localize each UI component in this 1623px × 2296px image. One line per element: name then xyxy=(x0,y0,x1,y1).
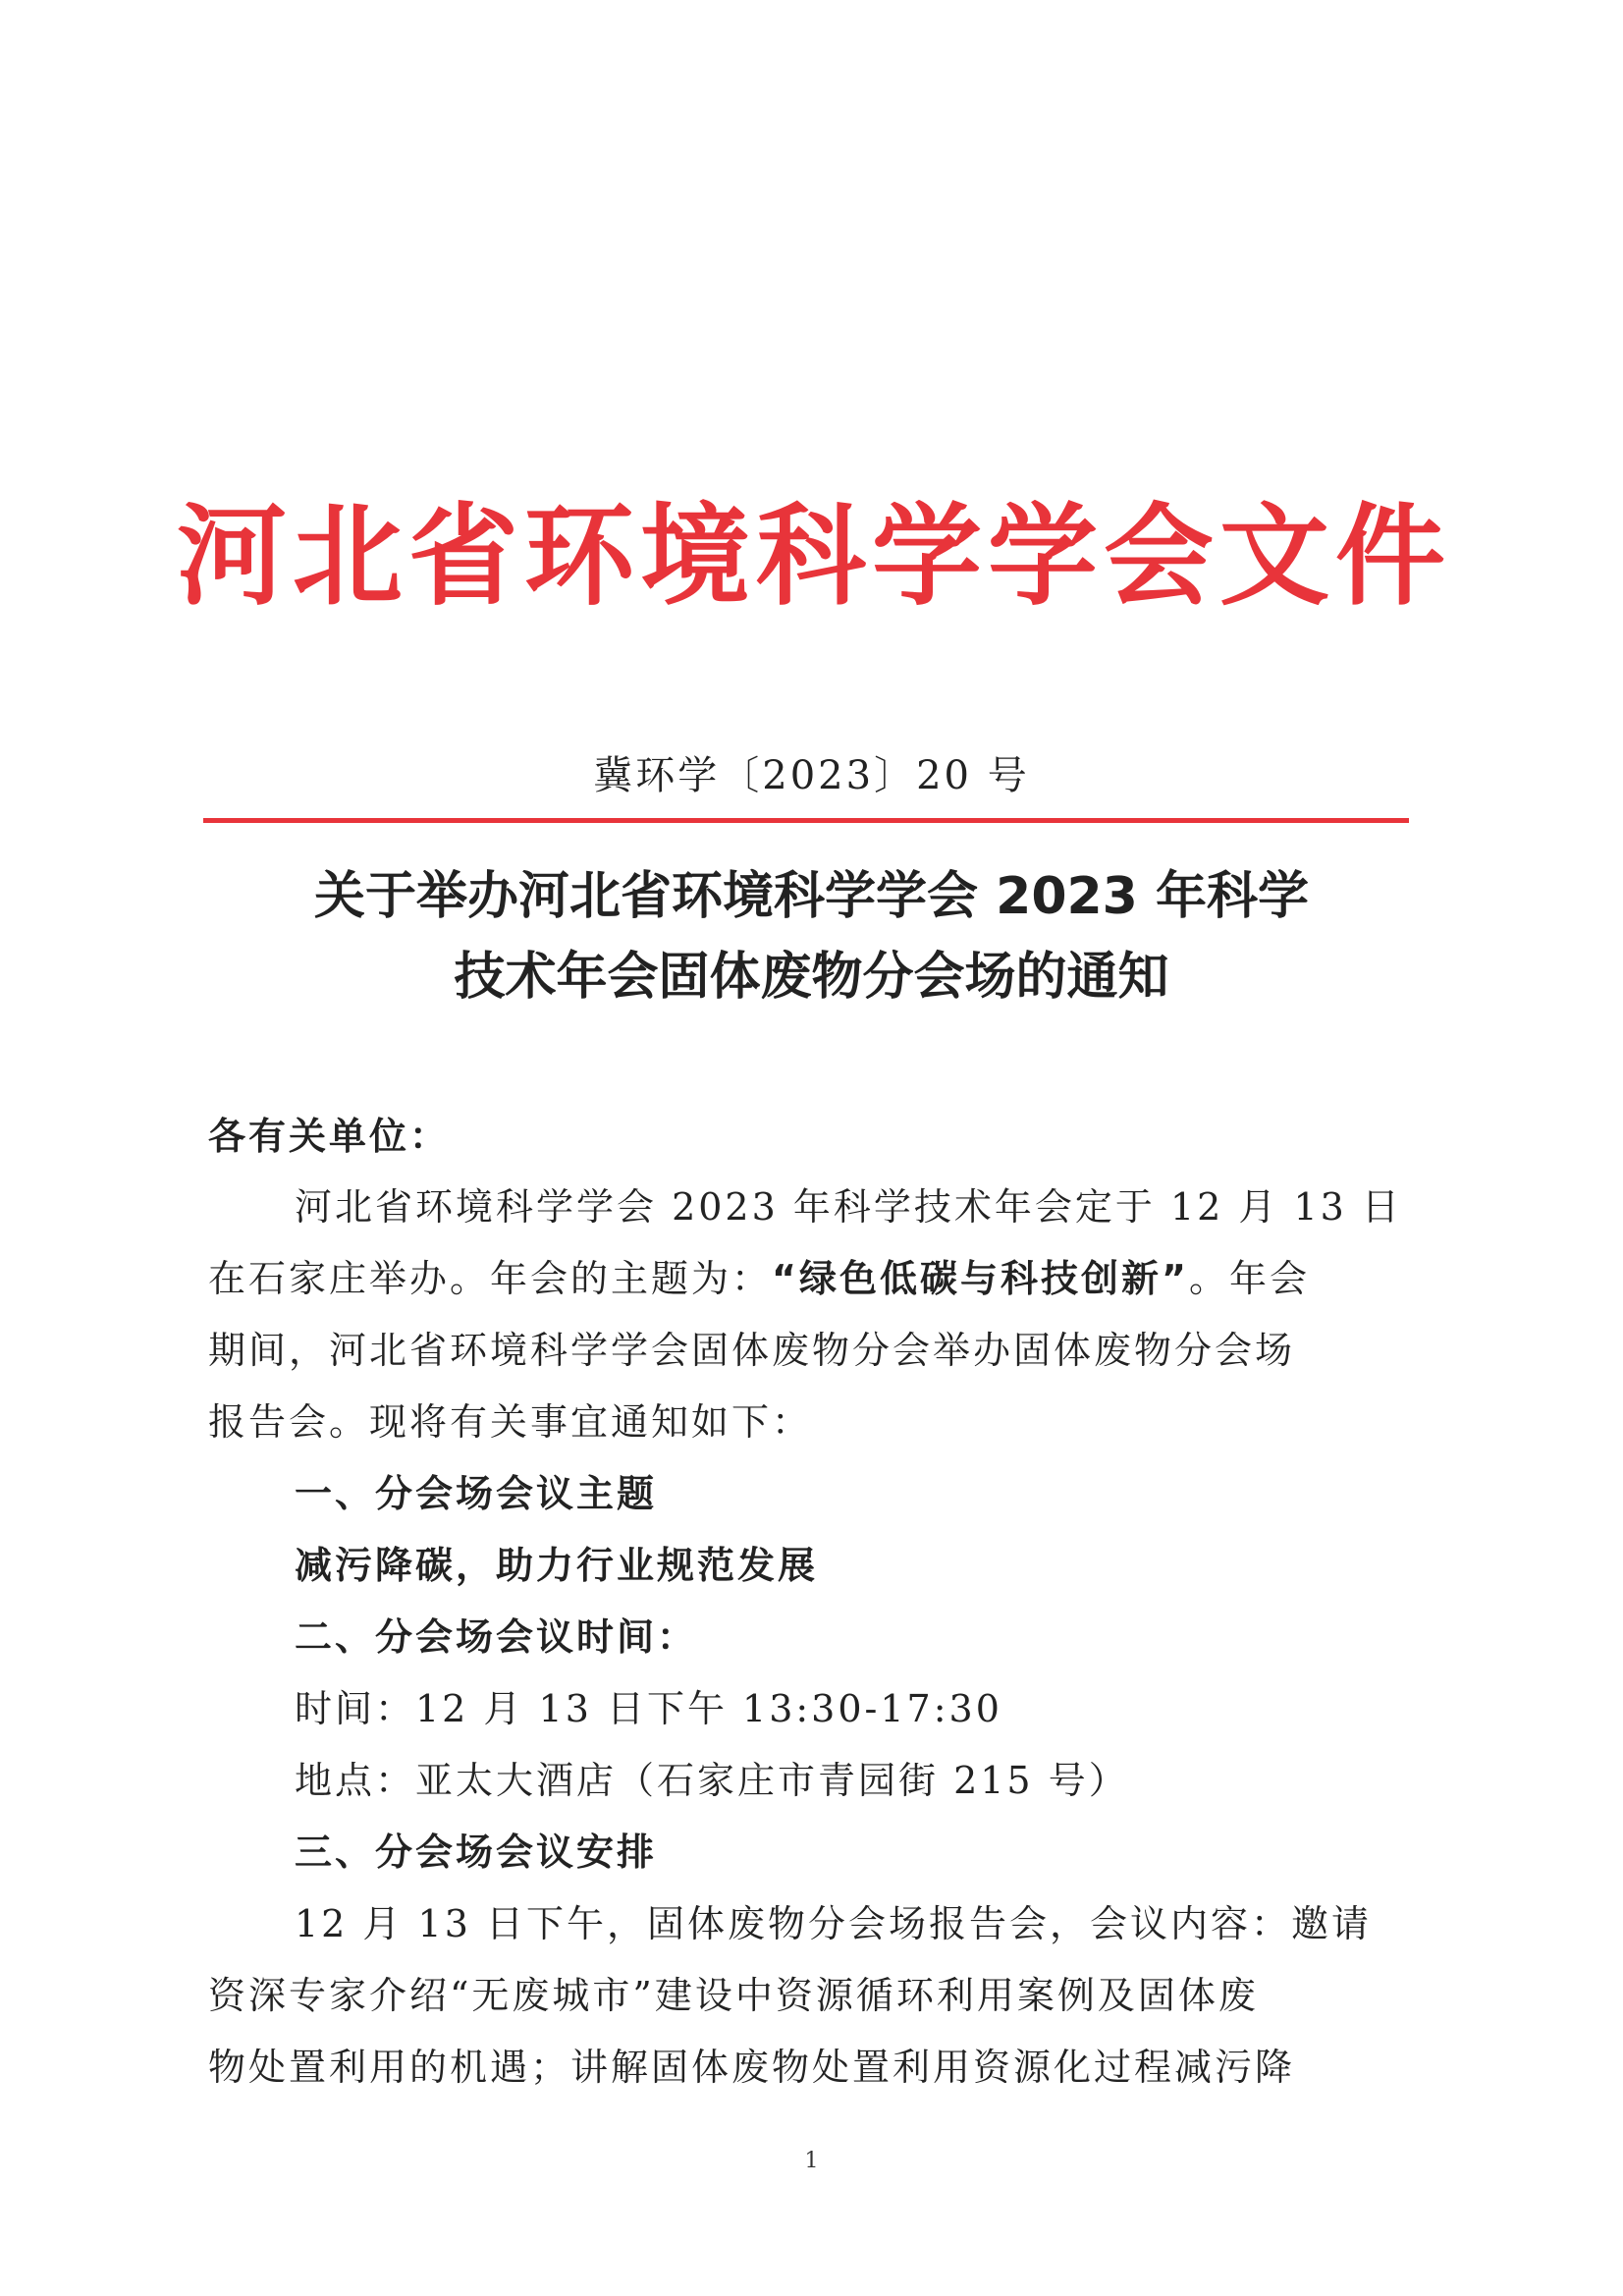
intro-line-2-suffix: 。年会 xyxy=(1188,1257,1310,1300)
page-number: 1 xyxy=(804,2149,819,2173)
section-3-line-1: 12 月 13 日下午，固体废物分会场报告会，会议内容：邀请 xyxy=(295,1902,1372,1945)
conference-theme: “绿色低碳与科技创新” xyxy=(772,1257,1189,1300)
intro-line-2 xyxy=(208,1243,1406,1315)
section-1-heading: 一、分会场会议主题 xyxy=(295,1472,658,1515)
section-3-line-3: 物处置利用的机遇；讲解固体废物处置利用资源化过程减污降 xyxy=(208,2046,1296,2089)
meeting-time: 时间：12 月 13 日下午 13:30-17:30 xyxy=(295,1687,1002,1730)
intro-line-1: 河北省环境科学学会 2023 年科学技术年会定于 12 月 13 日 xyxy=(295,1185,1402,1229)
intro-line-3: 期间，河北省环境科学学会固体废物分会举办固体废物分会场 xyxy=(208,1329,1296,1372)
org-document-title: 河北省环境科学学会文件 xyxy=(177,492,1451,621)
notice-title xyxy=(157,856,1466,1017)
section-3-line-2: 资深专家介绍“无废城市”建设中资源循环利用案例及固体废 xyxy=(208,1974,1259,2017)
meeting-place: 地点：亚太大酒店（石家庄市青园街 215 号） xyxy=(295,1759,1129,1802)
notice-body xyxy=(208,1100,1406,2104)
section-2-heading: 二、分会场会议时间： xyxy=(295,1615,698,1659)
document-number: 冀环学〔2023〕20 号 xyxy=(593,753,1030,798)
section-3-heading: 三、分会场会议安排 xyxy=(295,1831,658,1874)
section-1-content: 减污降碳，助力行业规范发展 xyxy=(295,1544,819,1587)
intro-line-2-prefix: 在石家庄举办。年会的主题为： xyxy=(208,1257,773,1300)
intro-line-4: 报告会。现将有关事宜通知如下： xyxy=(208,1400,813,1444)
notice-title-line-1: 关于举办河北省环境科学学会 2023 年科学 xyxy=(314,867,1309,926)
notice-title-line-2: 技术年会固体废物分会场的通知 xyxy=(454,948,1169,1007)
salutation: 各有关单位： xyxy=(208,1114,451,1158)
red-divider-line xyxy=(203,818,1409,823)
